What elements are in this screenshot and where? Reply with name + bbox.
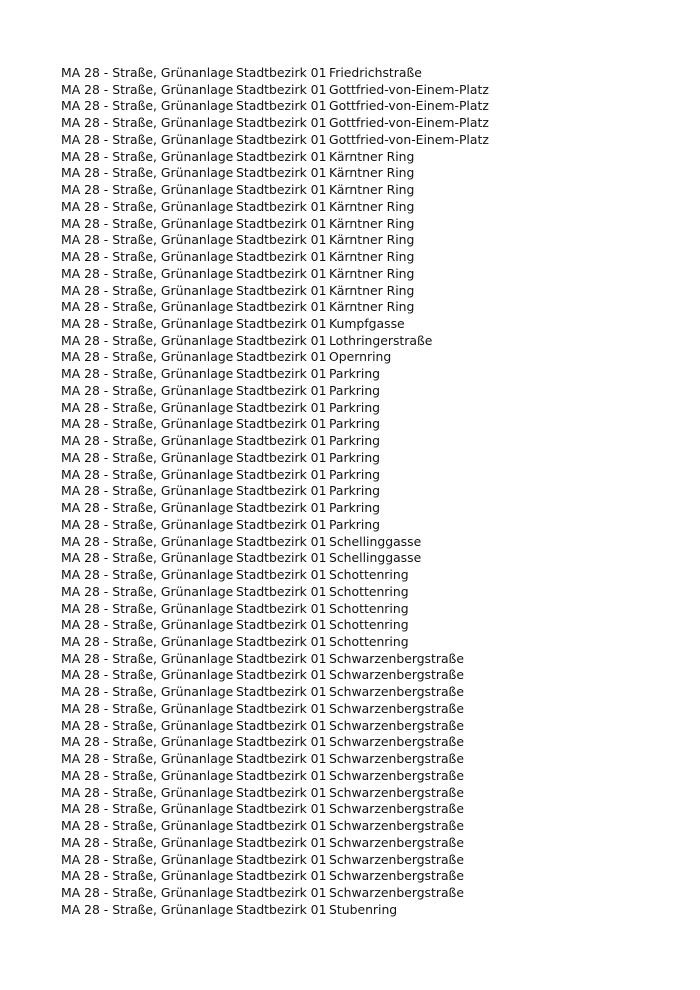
street-cell: Parkring	[329, 433, 381, 449]
department-cell: MA 28 - Straße, Grünanlage	[61, 449, 234, 465]
street-cell: Parkring	[329, 399, 381, 415]
table-row	[61, 534, 499, 551]
department-cell: MA 28 - Straße, Grünanlage	[61, 416, 234, 432]
table-row	[61, 734, 499, 751]
department-cell: MA 28 - Straße, Grünanlage	[61, 550, 234, 566]
department-cell: MA 28 - Straße, Grünanlage	[61, 851, 234, 867]
street-cell: Schwarzenbergstraße	[329, 801, 464, 817]
department-cell: MA 28 - Straße, Grünanlage	[61, 784, 234, 800]
district-cell: Stadtbezirk 01	[236, 633, 327, 649]
table-row	[61, 500, 499, 517]
table-row	[61, 165, 499, 182]
district-cell: Stadtbezirk 01	[236, 449, 327, 465]
street-cell: Parkring	[329, 382, 381, 398]
street-cell: Schwarzenbergstraße	[329, 834, 464, 850]
street-cell: Opernring	[329, 349, 392, 365]
table-row	[61, 684, 499, 701]
table-row	[61, 617, 499, 634]
department-cell: MA 28 - Straße, Grünanlage	[61, 600, 234, 616]
department-cell: MA 28 - Straße, Grünanlage	[61, 249, 234, 265]
department-cell: MA 28 - Straße, Grünanlage	[61, 265, 234, 281]
table-row	[61, 751, 499, 768]
department-cell: MA 28 - Straße, Grünanlage	[61, 700, 234, 716]
table-row	[61, 433, 499, 450]
street-cell: Kärntner Ring	[329, 165, 415, 181]
street-cell: Gottfried-von-Einem-Platz	[329, 81, 489, 97]
department-cell: MA 28 - Straße, Grünanlage	[61, 533, 234, 549]
department-cell: MA 28 - Straße, Grünanlage	[61, 633, 234, 649]
street-cell: Kärntner Ring	[329, 249, 415, 265]
table-row	[61, 65, 499, 82]
department-cell: MA 28 - Straße, Grünanlage	[61, 65, 234, 80]
district-cell: Stadtbezirk 01	[236, 884, 327, 900]
table-row	[61, 701, 499, 718]
department-cell: MA 28 - Straße, Grünanlage	[61, 901, 234, 917]
table-row	[61, 801, 499, 818]
district-cell: Stadtbezirk 01	[236, 198, 327, 214]
street-cell: Schellinggasse	[329, 550, 422, 566]
street-cell: Schwarzenbergstraße	[329, 868, 464, 884]
department-cell: MA 28 - Straße, Grünanlage	[61, 801, 234, 817]
district-cell: Stadtbezirk 01	[236, 98, 327, 114]
street-cell: Schellinggasse	[329, 533, 422, 549]
district-cell: Stadtbezirk 01	[236, 483, 327, 499]
district-cell: Stadtbezirk 01	[236, 165, 327, 181]
street-cell: Schwarzenbergstraße	[329, 851, 464, 867]
district-cell: Stadtbezirk 01	[236, 265, 327, 281]
department-cell: MA 28 - Straße, Grünanlage	[61, 81, 234, 97]
district-cell: Stadtbezirk 01	[236, 382, 327, 398]
district-cell: Stadtbezirk 01	[236, 282, 327, 298]
street-cell: Schwarzenbergstraße	[329, 884, 464, 900]
department-cell: MA 28 - Straße, Grünanlage	[61, 617, 234, 633]
table-row	[61, 232, 499, 249]
district-cell: Stadtbezirk 01	[236, 466, 327, 482]
table-row	[61, 115, 499, 132]
district-cell: Stadtbezirk 01	[236, 349, 327, 365]
table-row	[61, 283, 499, 300]
district-cell: Stadtbezirk 01	[236, 717, 327, 733]
department-cell: MA 28 - Straße, Grünanlage	[61, 282, 234, 298]
district-cell: Stadtbezirk 01	[236, 784, 327, 800]
street-cell: Schottenring	[329, 583, 409, 599]
street-cell: Schottenring	[329, 617, 409, 633]
table-row	[61, 902, 499, 919]
department-cell: MA 28 - Straße, Grünanlage	[61, 433, 234, 449]
department-cell: MA 28 - Straße, Grünanlage	[61, 684, 234, 700]
street-cell: Gottfried-von-Einem-Platz	[329, 131, 489, 147]
table-row	[61, 835, 499, 852]
table-row	[61, 651, 499, 668]
district-cell: Stadtbezirk 01	[236, 818, 327, 834]
district-cell: Stadtbezirk 01	[236, 650, 327, 666]
table-row	[61, 718, 499, 735]
table-row	[61, 768, 499, 785]
department-cell: MA 28 - Straße, Grünanlage	[61, 299, 234, 315]
street-cell: Parkring	[329, 483, 381, 499]
department-cell: MA 28 - Straße, Grünanlage	[61, 232, 234, 248]
street-cell: Schwarzenbergstraße	[329, 717, 464, 733]
district-cell: Stadtbezirk 01	[236, 901, 327, 917]
department-cell: MA 28 - Straße, Grünanlage	[61, 516, 234, 532]
district-cell: Stadtbezirk 01	[236, 433, 327, 449]
street-cell: Lothringerstraße	[329, 332, 433, 348]
table-row	[61, 316, 499, 333]
department-cell: MA 28 - Straße, Grünanlage	[61, 868, 234, 884]
street-cell: Schottenring	[329, 567, 409, 583]
district-cell: Stadtbezirk 01	[236, 81, 327, 97]
district-cell: Stadtbezirk 01	[236, 667, 327, 683]
department-cell: MA 28 - Straße, Grünanlage	[61, 349, 234, 365]
table-row	[61, 199, 499, 216]
department-cell: MA 28 - Straße, Grünanlage	[61, 366, 234, 382]
street-cell: Kärntner Ring	[329, 299, 415, 315]
district-cell: Stadtbezirk 01	[236, 299, 327, 315]
district-cell: Stadtbezirk 01	[236, 734, 327, 750]
department-cell: MA 28 - Straße, Grünanlage	[61, 165, 234, 181]
department-cell: MA 28 - Straße, Grünanlage	[61, 818, 234, 834]
street-cell: Gottfried-von-Einem-Platz	[329, 98, 489, 114]
table-row	[61, 550, 499, 567]
street-cell: Schottenring	[329, 600, 409, 616]
district-cell: Stadtbezirk 01	[236, 232, 327, 248]
table-row	[61, 584, 499, 601]
department-cell: MA 28 - Straße, Grünanlage	[61, 734, 234, 750]
table-row	[61, 667, 499, 684]
street-cell: Parkring	[329, 449, 381, 465]
table-row	[61, 818, 499, 835]
street-cell: Parkring	[329, 416, 381, 432]
department-cell: MA 28 - Straße, Grünanlage	[61, 215, 234, 231]
table-row	[61, 785, 499, 802]
street-cell: Kumpfgasse	[329, 316, 405, 332]
district-cell: Stadtbezirk 01	[236, 567, 327, 583]
table-row	[61, 149, 499, 166]
table-row	[61, 634, 499, 651]
street-cell: Kärntner Ring	[329, 265, 415, 281]
district-cell: Stadtbezirk 01	[236, 868, 327, 884]
department-cell: MA 28 - Straße, Grünanlage	[61, 884, 234, 900]
table-row	[61, 349, 499, 366]
department-cell: MA 28 - Straße, Grünanlage	[61, 650, 234, 666]
table-row	[61, 885, 499, 902]
street-cell: Parkring	[329, 366, 381, 382]
department-cell: MA 28 - Straße, Grünanlage	[61, 583, 234, 599]
district-cell: Stadtbezirk 01	[236, 533, 327, 549]
table-row	[61, 82, 499, 99]
department-cell: MA 28 - Straße, Grünanlage	[61, 667, 234, 683]
district-cell: Stadtbezirk 01	[236, 550, 327, 566]
district-cell: Stadtbezirk 01	[236, 801, 327, 817]
district-cell: Stadtbezirk 01	[236, 767, 327, 783]
street-cell: Schwarzenbergstraße	[329, 667, 464, 683]
department-cell: MA 28 - Straße, Grünanlage	[61, 98, 234, 114]
district-cell: Stadtbezirk 01	[236, 600, 327, 616]
department-cell: MA 28 - Straße, Grünanlage	[61, 751, 234, 767]
department-cell: MA 28 - Straße, Grünanlage	[61, 332, 234, 348]
street-cell: Schwarzenbergstraße	[329, 784, 464, 800]
table-row	[61, 601, 499, 618]
table-row	[61, 852, 499, 869]
street-cell: Kärntner Ring	[329, 232, 415, 248]
street-cell: Schwarzenbergstraße	[329, 767, 464, 783]
department-cell: MA 28 - Straße, Grünanlage	[61, 567, 234, 583]
street-cell: Kärntner Ring	[329, 182, 415, 198]
department-cell: MA 28 - Straße, Grünanlage	[61, 182, 234, 198]
district-cell: Stadtbezirk 01	[236, 332, 327, 348]
district-cell: Stadtbezirk 01	[236, 215, 327, 231]
district-cell: Stadtbezirk 01	[236, 700, 327, 716]
district-cell: Stadtbezirk 01	[236, 516, 327, 532]
district-cell: Stadtbezirk 01	[236, 316, 327, 332]
street-cell: Kärntner Ring	[329, 148, 415, 164]
street-cell: Gottfried-von-Einem-Platz	[329, 115, 489, 131]
department-cell: MA 28 - Straße, Grünanlage	[61, 399, 234, 415]
table-row	[61, 450, 499, 467]
table-row	[61, 333, 499, 350]
table-row	[61, 366, 499, 383]
table-row	[61, 467, 499, 484]
department-cell: MA 28 - Straße, Grünanlage	[61, 382, 234, 398]
district-cell: Stadtbezirk 01	[236, 416, 327, 432]
table-row	[61, 98, 499, 115]
department-cell: MA 28 - Straße, Grünanlage	[61, 834, 234, 850]
district-cell: Stadtbezirk 01	[236, 399, 327, 415]
district-cell: Stadtbezirk 01	[236, 182, 327, 198]
street-cell: Kärntner Ring	[329, 198, 415, 214]
department-cell: MA 28 - Straße, Grünanlage	[61, 148, 234, 164]
district-cell: Stadtbezirk 01	[236, 65, 327, 80]
table-row	[61, 249, 499, 266]
street-cell: Schwarzenbergstraße	[329, 751, 464, 767]
table-row	[61, 483, 499, 500]
street-cell: Kärntner Ring	[329, 282, 415, 298]
street-cell: Friedrichstraße	[329, 65, 422, 80]
street-cell: Schwarzenbergstraße	[329, 650, 464, 666]
department-cell: MA 28 - Straße, Grünanlage	[61, 131, 234, 147]
district-cell: Stadtbezirk 01	[236, 583, 327, 599]
department-cell: MA 28 - Straße, Grünanlage	[61, 483, 234, 499]
table-row	[61, 400, 499, 417]
street-cell: Kärntner Ring	[329, 215, 415, 231]
street-cell: Schottenring	[329, 633, 409, 649]
district-cell: Stadtbezirk 01	[236, 851, 327, 867]
street-cell: Schwarzenbergstraße	[329, 818, 464, 834]
table-row	[61, 383, 499, 400]
street-cell: Parkring	[329, 516, 381, 532]
table-row	[61, 517, 499, 534]
data-table	[61, 65, 499, 918]
street-cell: Parkring	[329, 466, 381, 482]
street-cell: Schwarzenbergstraße	[329, 684, 464, 700]
table-row	[61, 868, 499, 885]
table-row	[61, 182, 499, 199]
district-cell: Stadtbezirk 01	[236, 131, 327, 147]
street-cell: Parkring	[329, 500, 381, 516]
district-cell: Stadtbezirk 01	[236, 751, 327, 767]
department-cell: MA 28 - Straße, Grünanlage	[61, 198, 234, 214]
table-row	[61, 266, 499, 283]
table-row	[61, 567, 499, 584]
district-cell: Stadtbezirk 01	[236, 366, 327, 382]
district-cell: Stadtbezirk 01	[236, 249, 327, 265]
district-cell: Stadtbezirk 01	[236, 684, 327, 700]
table-row	[61, 299, 499, 316]
department-cell: MA 28 - Straße, Grünanlage	[61, 115, 234, 131]
department-cell: MA 28 - Straße, Grünanlage	[61, 767, 234, 783]
department-cell: MA 28 - Straße, Grünanlage	[61, 500, 234, 516]
district-cell: Stadtbezirk 01	[236, 115, 327, 131]
district-cell: Stadtbezirk 01	[236, 500, 327, 516]
district-cell: Stadtbezirk 01	[236, 148, 327, 164]
table-row	[61, 216, 499, 233]
department-cell: MA 28 - Straße, Grünanlage	[61, 466, 234, 482]
department-cell: MA 28 - Straße, Grünanlage	[61, 717, 234, 733]
table-row	[61, 416, 499, 433]
district-cell: Stadtbezirk 01	[236, 834, 327, 850]
street-cell: Schwarzenbergstraße	[329, 734, 464, 750]
street-cell: Stubenring	[329, 901, 398, 917]
street-cell: Schwarzenbergstraße	[329, 700, 464, 716]
table-row	[61, 132, 499, 149]
department-cell: MA 28 - Straße, Grünanlage	[61, 316, 234, 332]
district-cell: Stadtbezirk 01	[236, 617, 327, 633]
